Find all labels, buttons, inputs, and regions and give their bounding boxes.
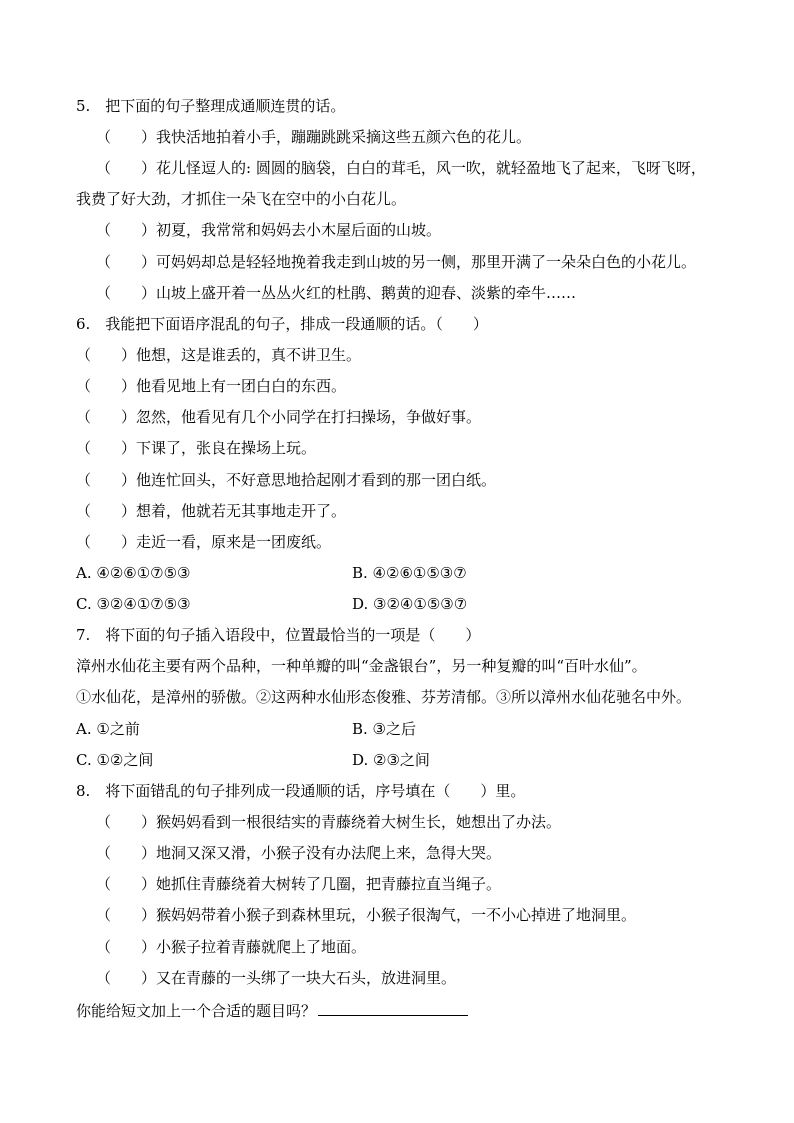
q7-passage-line-1: 漳州水仙花主要有两个品种，一种单瓣的叫“金盏银台”，另一种复瓣的叫“百叶水仙”。: [76, 657, 647, 675]
q6-option-a: A. ④②⑥①⑦⑤③: [76, 564, 191, 582]
q5-item-3: （ ）初夏，我常常和妈妈去小木屋后面的山坡。: [96, 221, 442, 239]
q6-option-c: C. ③②④①⑦⑤③: [76, 595, 191, 613]
q5-item-2-continued: 我费了好大劲，才抓住一朵飞在空中的小白花儿。: [76, 190, 407, 208]
q8-title: 8. 将下面错乱的句子排列成一段通顺的话，序号填在（ ）里。: [76, 782, 526, 800]
q7-passage-line-2: ①水仙花，是漳州的骄傲。②这两种水仙形态俊雅、芬芳清郁。③所以漳州水仙花驰名中外。: [76, 688, 692, 706]
q6-item-4: （ ）下课了，张良在操场上玩。: [76, 439, 317, 457]
q8-title-prompt: 你能给短文加上一个合适的题目吗？: [76, 1002, 317, 1020]
q6-item-5: （ ）他连忙回头，不好意思地拾起刚才看到的那一团白纸。: [76, 471, 497, 489]
q8-item-3: （ ）她抓住青藤绕着大树转了几圈，把青藤拉直当绳子。: [96, 875, 502, 893]
q5-item-5: （ ）山坡上盛开着一丛丛火红的杜鹃、鹅黄的迎春、淡紫的牵牛……: [96, 284, 577, 302]
q6-item-3: （ ）忽然，他看见有几个小同学在打扫操场，争做好事。: [76, 408, 482, 426]
q7-option-d: D. ②③之间: [352, 751, 430, 769]
q5-title: 5. 把下面的句子整理成通顺连贯的话。: [76, 97, 346, 115]
q7-option-b: B. ③之后: [352, 720, 417, 738]
q8-item-6: （ ）又在青藤的一头绑了一块大石头，放进洞里。: [96, 969, 457, 987]
q6-item-6: （ ）想着，他就若无其事地走开了。: [76, 502, 347, 520]
q6-item-1: （ ）他想，这是谁丢的，真不讲卫生。: [76, 346, 362, 364]
title-answer-blank[interactable]: [318, 999, 468, 1016]
q8-title-prompt-line: [76, 999, 736, 1021]
q7-option-a: A. ①之前: [76, 720, 140, 738]
q8-item-5: （ ）小猴子拉着青藤就爬上了地面。: [96, 938, 367, 956]
q5-item-2: （ ）花儿怪逗人的: 圆圆的脑袋，白白的茸毛，风一吹，就轻盈地飞了起来，飞呀飞呀，: [96, 159, 706, 177]
q6-option-d: D. ③②④①⑤③⑦: [352, 595, 468, 613]
q6-option-b: B. ④②⑥①⑤③⑦: [352, 564, 467, 582]
q8-item-2: （ ）地洞又深又滑，小猴子没有办法爬上来，急得大哭。: [96, 844, 502, 862]
q5-item-4: （ ）可妈妈却总是轻轻地挽着我走到山坡的另一侧，那里开满了一朵朵白色的小花儿。: [96, 253, 697, 271]
q8-item-1: （ ）猴妈妈看到一根很结实的青藤绕着大树生长，她想出了办法。: [96, 813, 562, 831]
q5-item-1: （ ）我快活地拍着小手，蹦蹦跳跳采摘这些五颜六色的花儿。: [96, 128, 532, 146]
q6-title: 6. 我能把下面语序混乱的句子，排成一段通顺的话。（ ）: [76, 315, 488, 333]
q8-item-4: （ ）猴妈妈带着小猴子到森林里玩，小猴子很淘气，一不小心掉进了地洞里。: [96, 906, 637, 924]
q6-item-7: （ ）走近一看，原来是一团废纸。: [76, 533, 332, 551]
q7-title: 7. 将下面的句子插入语段中，位置最恰当的一项是（ ）: [76, 626, 481, 644]
q6-item-2: （ ）他看见地上有一团白白的东西。: [76, 377, 347, 395]
q7-option-c: C. ①②之间: [76, 751, 154, 769]
